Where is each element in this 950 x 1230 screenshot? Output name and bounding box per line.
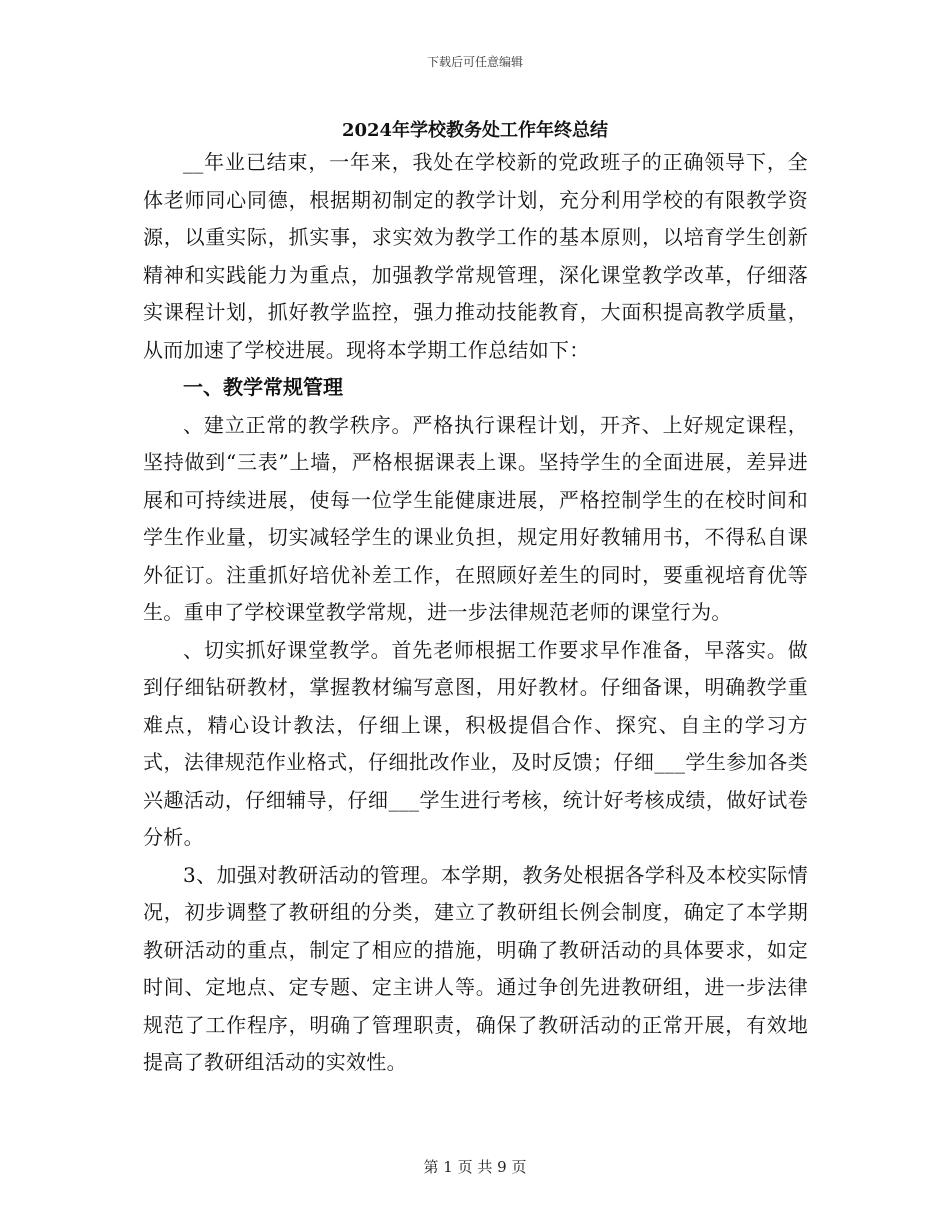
page-number: 第 1 页 共 9 页 <box>423 1158 527 1176</box>
paragraph-research-activities: 3、加强对教研活动的管理。本学期，教务处根据各学科及本校实际情况，初步调整了教研组的分类，建立了教研组长例会制度，确定了本学期教研活动的重点，制定了相应的措施，明确了教研活动的具体要求，如定时间、定地点、定专题、定主讲人等。通过争创先进教研组，进一步法律规范了工作程序，明确了管理职责，确保了教研活动的正常开展，有效地提高了教研组活动的实效性。 <box>143 862 808 1074</box>
section-heading: 一、教学常规管理 <box>183 375 343 399</box>
paragraph-classroom-teaching: 、切实抓好课堂教学。首先老师根据工作要求早作准备，早落实。做到仔细钻研教材，掌握教材编写意图，用好教材。仔细备课，明确教学重难点，精心设计教法，仔细上课，积极提倡合作、探究、自主的学习方式，法律规范作业格式，仔细批改作业，及时反馈；仔细___学生参加各类兴趣活动，仔细辅导，仔细___学生进行考核，统计好考核成绩，做好试卷分析。 <box>143 637 808 849</box>
paragraph-teaching-order: 、建立正常的教学秩序。严格执行课程计划，开齐、上好规定课程，坚持做到“三表”上墙，严格根据课表上课。坚持学生的全面进展，差异进展和可持续进展，使每一位学生能健康进展，严格控制学生的在校时间和学生作业量，切实减轻学生的课业负担，规定用好教辅用书，不得私自课外征订。注重抓好培优补差工作，在照顾好差生的同时，要重视培育优等生。重申了学校课堂教学常规，进一步法律规范老师的课堂行为。 <box>143 412 808 624</box>
page-header-note: 下载后可任意编辑 <box>426 55 523 69</box>
intro-paragraph: __年业已结束，一年来，我处在学校新的党政班子的正确领导下，全体老师同心同德，根据期初制定的教学计划，充分利用学校的有限教学资源，以重实际，抓实事，求实效为教学工作的基本原则，以培育学生创新精神和实践能力为重点，加强教学常规管理，深化课堂教学改革，仔细落实课程计划，抓好教学监控，强力推动技能教育，大面积提高教学质量，从而加速了学校进展。现将本学期工作总结如下： <box>143 150 808 362</box>
document-body <box>143 144 808 1082</box>
document-title: 2024年学校教务处工作年终总结 <box>341 120 609 141</box>
